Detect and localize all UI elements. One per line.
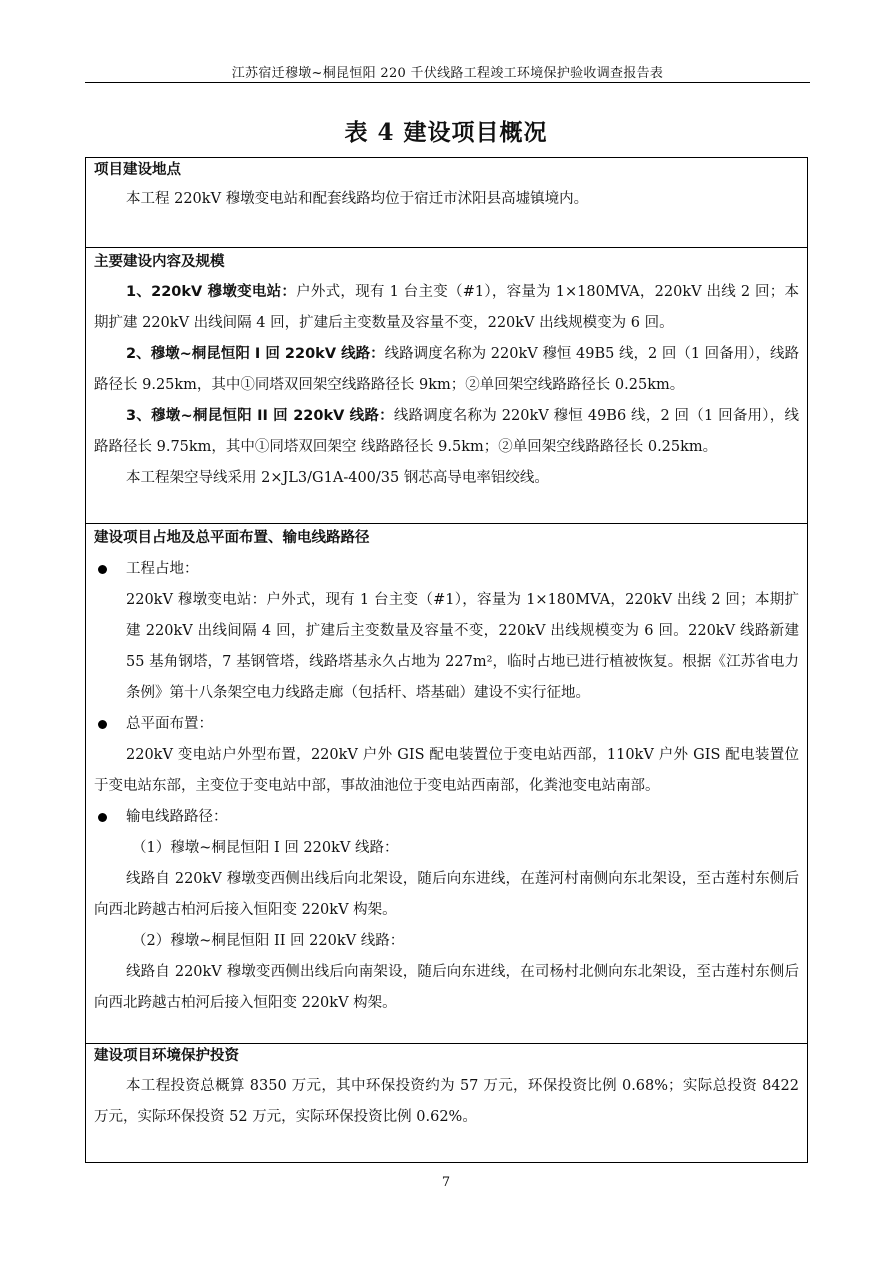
running-header: 江苏宿迁穆墩~桐昆恒阳 220 千伏线路工程竣工环境保护验收调查报告表 [231,66,664,81]
section-investment [86,1044,807,1162]
section-title: 项目建设地点 [94,162,181,178]
item-text: 线路调度名称为 220kV 穆恒 49B5 线，2 回（1 回备用），线路路径长 9.25km，其中①同塔双回架空线路路径长 9km；②单回架空线路路径长 0.25km。 [94,346,799,393]
overview-table [85,157,808,1163]
item-text: 线路调度名称为 220kV 穆恒 49B6 线，2 回（1 回备用），线路路径长 9.75km，其中①同塔双回架空 线路路径长 9.5km；②单回架空线路路径长 0.25km。 [94,408,800,455]
section-content [86,250,807,524]
content-item-1 [94,277,799,339]
content-item-2 [94,339,799,401]
page-number: 7 [441,1175,451,1190]
section-title: 建设项目占地及总平面布置、输电线路路径 [94,530,370,546]
plan-text: 220kV 变电站户外型布置，220kV 户外 GIS 配电装置位于变电站西部，110kV 户外 GIS 配电装置位于变电站东部，主变位于变电站中部，事故油池位于变电站西南部，化粪池变电站南部。 [94,747,799,794]
header-rule [85,82,810,83]
section-title: 建设项目环境保护投资 [94,1048,239,1064]
route-2-text: 线路自 220kV 穆墩变西侧出线后向南架设，随后向东进线，在司杨村北侧向东北架设，至古莲村东侧后向西北跨越古柏河后接入恒阳变 220kV 构架。 [94,964,799,1011]
item-lead: 3、穆墩~桐昆恒阳 II 回 220kV 线路： [126,408,394,424]
land-text: 220kV 穆墩变电站：户外式，现有 1 台主变（#1），容量为 1×180MVA，220kV 出线 2 回；本期扩建 220kV 出线间隔 4 回，扩建后主变数量及容量不变，220kV 出线规模变为 6 回。220kV 线路新建 55 基角钢塔，7 基钢管塔，线路塔基永久占地为 227m²，临时占地已进行植被恢复。根据《江苏省电力条例》第十八条架空电力线路走廊（包括杆、塔基础）建设不实行征地。 [126,592,799,701]
bullet-label: 工程占地： [126,561,199,577]
bullet-label: 输电线路路径： [126,809,228,825]
item-lead: 1、220kV 穆墩变电站： [126,284,297,300]
section-location [86,158,807,248]
route-1-text: 线路自 220kV 穆墩变西侧出线后向北架设，随后向东进线，在莲河村南侧向东北架设，至古莲村东侧后向西北跨越古柏河后接入恒阳变 220kV 构架。 [94,871,799,918]
bullet-icon [98,813,107,822]
route-1-title: （1）穆墩~桐昆恒阳 I 回 220kV 线路： [132,840,399,856]
investment-text: 本工程投资总概算 8350 万元，其中环保投资约为 57 万元，环保投资比例 0.68%；实际总投资 8422 万元，实际环保投资 52 万元，实际环保投资比例 0.62%。 [94,1078,799,1125]
conductor-text: 本工程架空导线采用 2×JL3/G1A-400/35 钢芯高导电率铝绞线。 [126,470,549,486]
item-text: 户外式，现有 1 台主变（#1），容量为 1×180MVA，220kV 出线 2 回；本期扩建 220kV 出线间隔 4 回，扩建后主变数量及容量不变，220kV 出线规模变为 6 回。 [94,284,799,331]
content-item-3 [94,401,799,463]
bullet-plan [94,709,799,740]
item-lead: 2、穆墩~桐昆恒阳 I 回 220kV 线路： [126,346,385,362]
location-text: 本工程 220kV 穆墩变电站和配套线路均位于宿迁市沭阳县高墟镇境内。 [126,191,589,207]
table-title: 表 4 建设项目概况 [344,119,548,146]
bullet-route [94,802,799,833]
route-2-title: （2）穆墩~桐昆恒阳 II 回 220kV 线路： [132,933,405,949]
bullet-icon [98,720,107,729]
bullet-label: 总平面布置： [126,716,213,732]
section-title: 主要建设内容及规模 [94,254,225,270]
bullet-icon [98,565,107,574]
section-layout [86,526,807,1044]
bullet-land [94,554,799,585]
